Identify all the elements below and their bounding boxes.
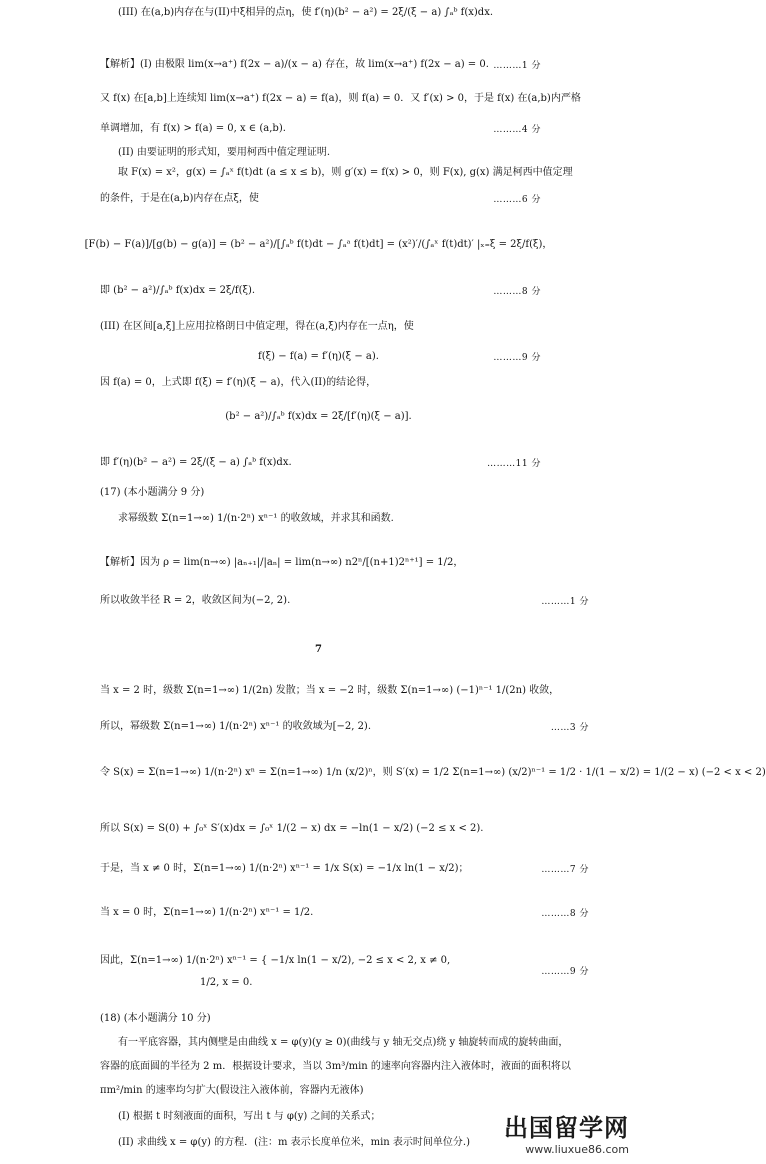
- formula-line: f(ξ) − f(a) = f′(η)(ξ − a).: [258, 351, 379, 362]
- text-line: 【解析】(I) 由极限 lim(x→a⁺) f(2x − a)/(x − a) 存在，故 lim(x→a⁺) f(2x − a) = 0.: [100, 59, 489, 70]
- text-line: 取 F(x) = x²，g(x) = ∫ₐˣ f(t)dt (a ≤ x ≤ b)，则 g′(x) = f(x) > 0，则 F(x), g(x) 满足柯西中值定理: [118, 167, 573, 178]
- text-line: 【解析】因为 ρ = lim(n→∞) |aₙ₊₁|/|aₙ| = lim(n→∞) n2ⁿ/[(n+1)2ⁿ⁺¹] = 1/2，: [100, 557, 464, 568]
- text-line: 又 f(x) 在[a,b]上连续知 lim(x→a⁺) f(2x − a) = f(a)，则 f(a) = 0．又 f′(x) > 0，于是 f(x) 在(a,b)内严格: [100, 93, 581, 104]
- text-line: 当 x = 0 时，Σ(n=1→∞) 1/(n·2ⁿ) xⁿ⁻¹ = 1/2.: [100, 907, 314, 918]
- score-mark: ………6 分: [493, 195, 541, 205]
- formula-line: [F(b) − F(a)]/[g(b) − g(a)] = (b² − a²)/[∫ₐᵇ f(t)dt − ∫ₐᵃ f(t)dt] = (x²)′/(∫ₐˣ f(t)dt)′ |ₓ₌ξ = 2ξ/f(ξ)，: [84, 239, 553, 250]
- text-line: (I) 根据 t 时刻液面的面积，写出 t 与 φ(y) 之间的关系式；: [118, 1111, 381, 1122]
- text-line: πm²/min 的速率均匀扩大(假设注入液体前，容器内无液体): [100, 1085, 364, 1096]
- score-mark: ……3 分: [550, 723, 589, 733]
- text-line: 即 f′(η)(b² − a²) = 2ξ/(ξ − a) ∫ₐᵇ f(x)dx.: [100, 457, 292, 468]
- text-line: 因此，Σ(n=1→∞) 1/(n·2ⁿ) xⁿ⁻¹ = { −1/x ln(1 − x/2), −2 ≤ x < 2, x ≠ 0,: [100, 955, 451, 966]
- text-line: (II) 由要证明的形式知，要用柯西中值定理证明.: [118, 147, 331, 158]
- text-line: 所以，幂级数 Σ(n=1→∞) 1/(n·2ⁿ) xⁿ⁻¹ 的收敛域为[−2, 2).: [100, 721, 372, 732]
- score-mark: ………7 分: [541, 865, 589, 875]
- score-mark: ………8 分: [493, 287, 541, 297]
- text-line: 即 (b² − a²)/∫ₐᵇ f(x)dx = 2ξ/f(ξ).: [100, 285, 256, 296]
- score-mark: ………9 分: [493, 353, 541, 363]
- text-line: 所以 S(x) = S(0) + ∫₀ˣ S′(x)dx = ∫₀ˣ 1/(2 − x) dx = −ln(1 − x/2) (−2 ≤ x < 2).: [100, 823, 484, 834]
- watermark-url: www.liuxue86.com: [525, 1143, 629, 1156]
- section-heading: (18) (本小题满分 10 分): [100, 1013, 211, 1024]
- text-line: 因 f(a) = 0，上式即 f(ξ) = f′(η)(ξ − a)，代入(II)的结论得，: [100, 377, 377, 388]
- text-line: 1/2, x = 0.: [200, 977, 253, 988]
- text-line: (III) 在(a,b)内存在与(II)中ξ相异的点η，使 f′(η)(b² − a²) = 2ξ/(ξ − a) ∫ₐᵇ f(x)dx.: [118, 7, 494, 18]
- score-mark: ………8 分: [541, 909, 589, 919]
- score-mark: ………11 分: [487, 459, 541, 469]
- text-line: 所以收敛半径 R = 2，收敛区间为(−2, 2).: [100, 595, 291, 606]
- text-line: (II) 求曲线 x = φ(y) 的方程．(注：m 表示长度单位米，min 表示时间单位分.): [118, 1137, 471, 1148]
- formula-line: (b² − a²)/∫ₐᵇ f(x)dx = 2ξ/[f′(η)(ξ − a)].: [225, 411, 412, 422]
- text-line: 于是，当 x ≠ 0 时，Σ(n=1→∞) 1/(n·2ⁿ) xⁿ⁻¹ = 1/x S(x) = −1/x ln(1 − x/2)；: [100, 863, 469, 874]
- watermark-logo: [504, 1108, 629, 1156]
- text-line: 单调增加，有 f(x) > f(a) = 0, x ∈ (a,b).: [100, 123, 286, 134]
- text-line: 求幂级数 Σ(n=1→∞) 1/(n·2ⁿ) xⁿ⁻¹ 的收敛域，并求其和函数.: [118, 513, 394, 524]
- text-line: 有一平底容器，其内侧壁是由曲线 x = φ(y)(y ≥ 0)(曲线与 y 轴无交点)绕 y 轴旋转而成的旋转曲面，: [118, 1037, 569, 1048]
- score-mark: ………1 分: [541, 597, 589, 607]
- text-line: 容器的底面圆的半径为 2 m．根据设计要求，当以 3m³/min 的速率向容器内注入液体时，液面的面积将以: [100, 1061, 571, 1072]
- page-number: 7: [315, 644, 322, 655]
- score-mark: ………4 分: [493, 125, 541, 135]
- score-mark: ………9 分: [541, 967, 589, 977]
- watermark-brand: 出国留学网: [504, 1114, 629, 1142]
- text-line: 的条件，于是在(a,b)内存在点ξ，使: [100, 193, 259, 204]
- score-mark: ………1 分: [493, 61, 541, 71]
- text-line: 令 S(x) = Σ(n=1→∞) 1/(n·2ⁿ) xⁿ = Σ(n=1→∞) 1/n (x/2)ⁿ，则 S′(x) = 1/2 Σ(n=1→∞) (x/2)ⁿ⁻¹ = 1/2 · 1/(1 − x/2) = 1/(2 − x) (−2 < x < 2): [100, 767, 766, 778]
- text-line: 当 x = 2 时，级数 Σ(n=1→∞) 1/(2n) 发散；当 x = −2 时，级数 Σ(n=1→∞) (−1)ⁿ⁻¹ 1/(2n) 收敛，: [100, 685, 560, 696]
- text-line: (III) 在区间[a,ξ]上应用拉格朗日中值定理，得在(a,ξ)内存在一点η，使: [100, 321, 414, 332]
- section-heading: (17) (本小题满分 9 分): [100, 487, 205, 498]
